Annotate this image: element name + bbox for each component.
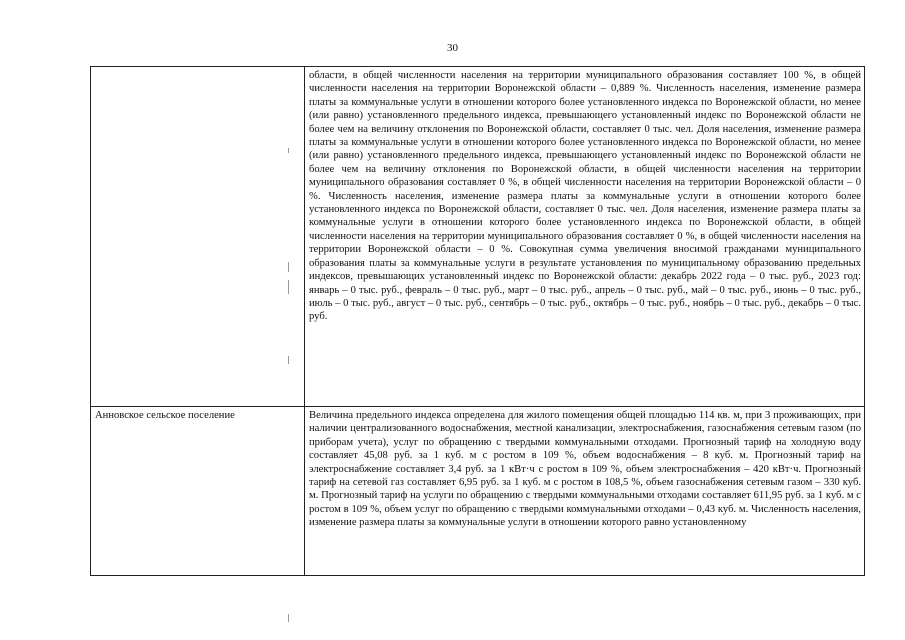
scan-artifact (288, 148, 289, 153)
indicator-text-cell: Величина предельного индекса определена для жилого помещения общей площадью 114 кв. м, при 3 проживающих, при наличии централизованного водоснабжения, местной канализации, электроснабжения, газоснабжения сетевым газом (по приборам учета), услуг по обращению с твердыми коммунальными отходами. Прогнозный тариф на холодную воду составляет 45,08 руб. за 1 куб. м с ростом в 109 %, объем водоснабжения – 8 куб. м. Прогнозный тариф на электроснабжение составляет 3,4 руб. за 1 кВт·ч с ростом в 109 %, объем электроснабжения – 420 кВт·ч. Прогнозный тариф на сетевой газ составляет 6,95 руб. за 1 куб. м с ростом в 108,5 %, объем газоснабжения сетевым газом – 330 куб. м. Прогнозный тариф на услуги по обращению с твердыми коммунальными отходами составляет 611,95 руб. за 1 куб. м с ростом в 109 %, объем услуг по обращению с твердыми коммунальными отходами – 0,43 куб. м. Численность населения, изменение размера платы за коммунальные услуги в отношении которого равно установленному (305, 407, 865, 576)
scan-artifact (288, 262, 289, 272)
table-row (91, 67, 865, 407)
settlement-name-cell: Анновское сельское поселение (91, 407, 305, 576)
scan-artifact (288, 356, 289, 364)
scan-artifact (288, 280, 289, 294)
document-table (90, 66, 865, 576)
settlement-name-cell (91, 67, 305, 407)
page-number: 30 (447, 42, 458, 54)
table-row (91, 407, 865, 576)
scan-artifact (288, 614, 289, 622)
indicator-text-cell: области, в общей численности населения на территории муниципального образования составляет 100 %, в общей численности населения на территории Воронежской области – 0,889 %. Численность населения, изменение размера платы за коммунальные услуги в отношении которого более установленного индекса по Воронежской области, но менее (или равно) установленного предельного индекса, превышающего установленный индекс по Воронежской области не более чем на величину отклонения по Воронежской области, составляет 0 тыс. чел. Доля населения, изменение размера платы за коммунальные услуги в отношении которого более установленного индекса по Воронежской области, но менее (или равно) установленного предельного индекса, превышающего установленный индекс по Воронежской области не более чем на величину отклонения по Воронежской области, в общей численности населения на территории муниципального образования составляет 0 %, в общей численности населения на территории Воронежской области – 0 %. Численность населения, изменение размера платы за коммунальные услуги в отношении которого более установленного индекса по Воронежской области, составляет 0 тыс. чел. Доля населения, изменение размера платы за коммунальные услуги в отношении которого более установленного индекса по Воронежской области, в общей численности населения на территории муниципального образования составляет 0 %, в общей численности населения на территории Воронежской области – 0 %. Совокупная сумма увеличения вносимой гражданами муниципального образования платы за коммунальные услуги в результате установления по муниципальному образованию предельных индексов, превышающих установленный индекс по Воронежской области: декабрь 2022 года – 0 тыс. руб., 2023 год: январь – 0 тыс. руб., февраль – 0 тыс. руб., март – 0 тыс. руб., апрель – 0 тыс. руб., май – 0 тыс. руб., июнь – 0 тыс. руб., июль – 0 тыс. руб., август – 0 тыс. руб., сентябрь – 0 тыс. руб., октябрь – 0 тыс. руб., ноябрь – 0 тыс. руб., декабрь – 0 тыс. руб. (305, 67, 865, 407)
